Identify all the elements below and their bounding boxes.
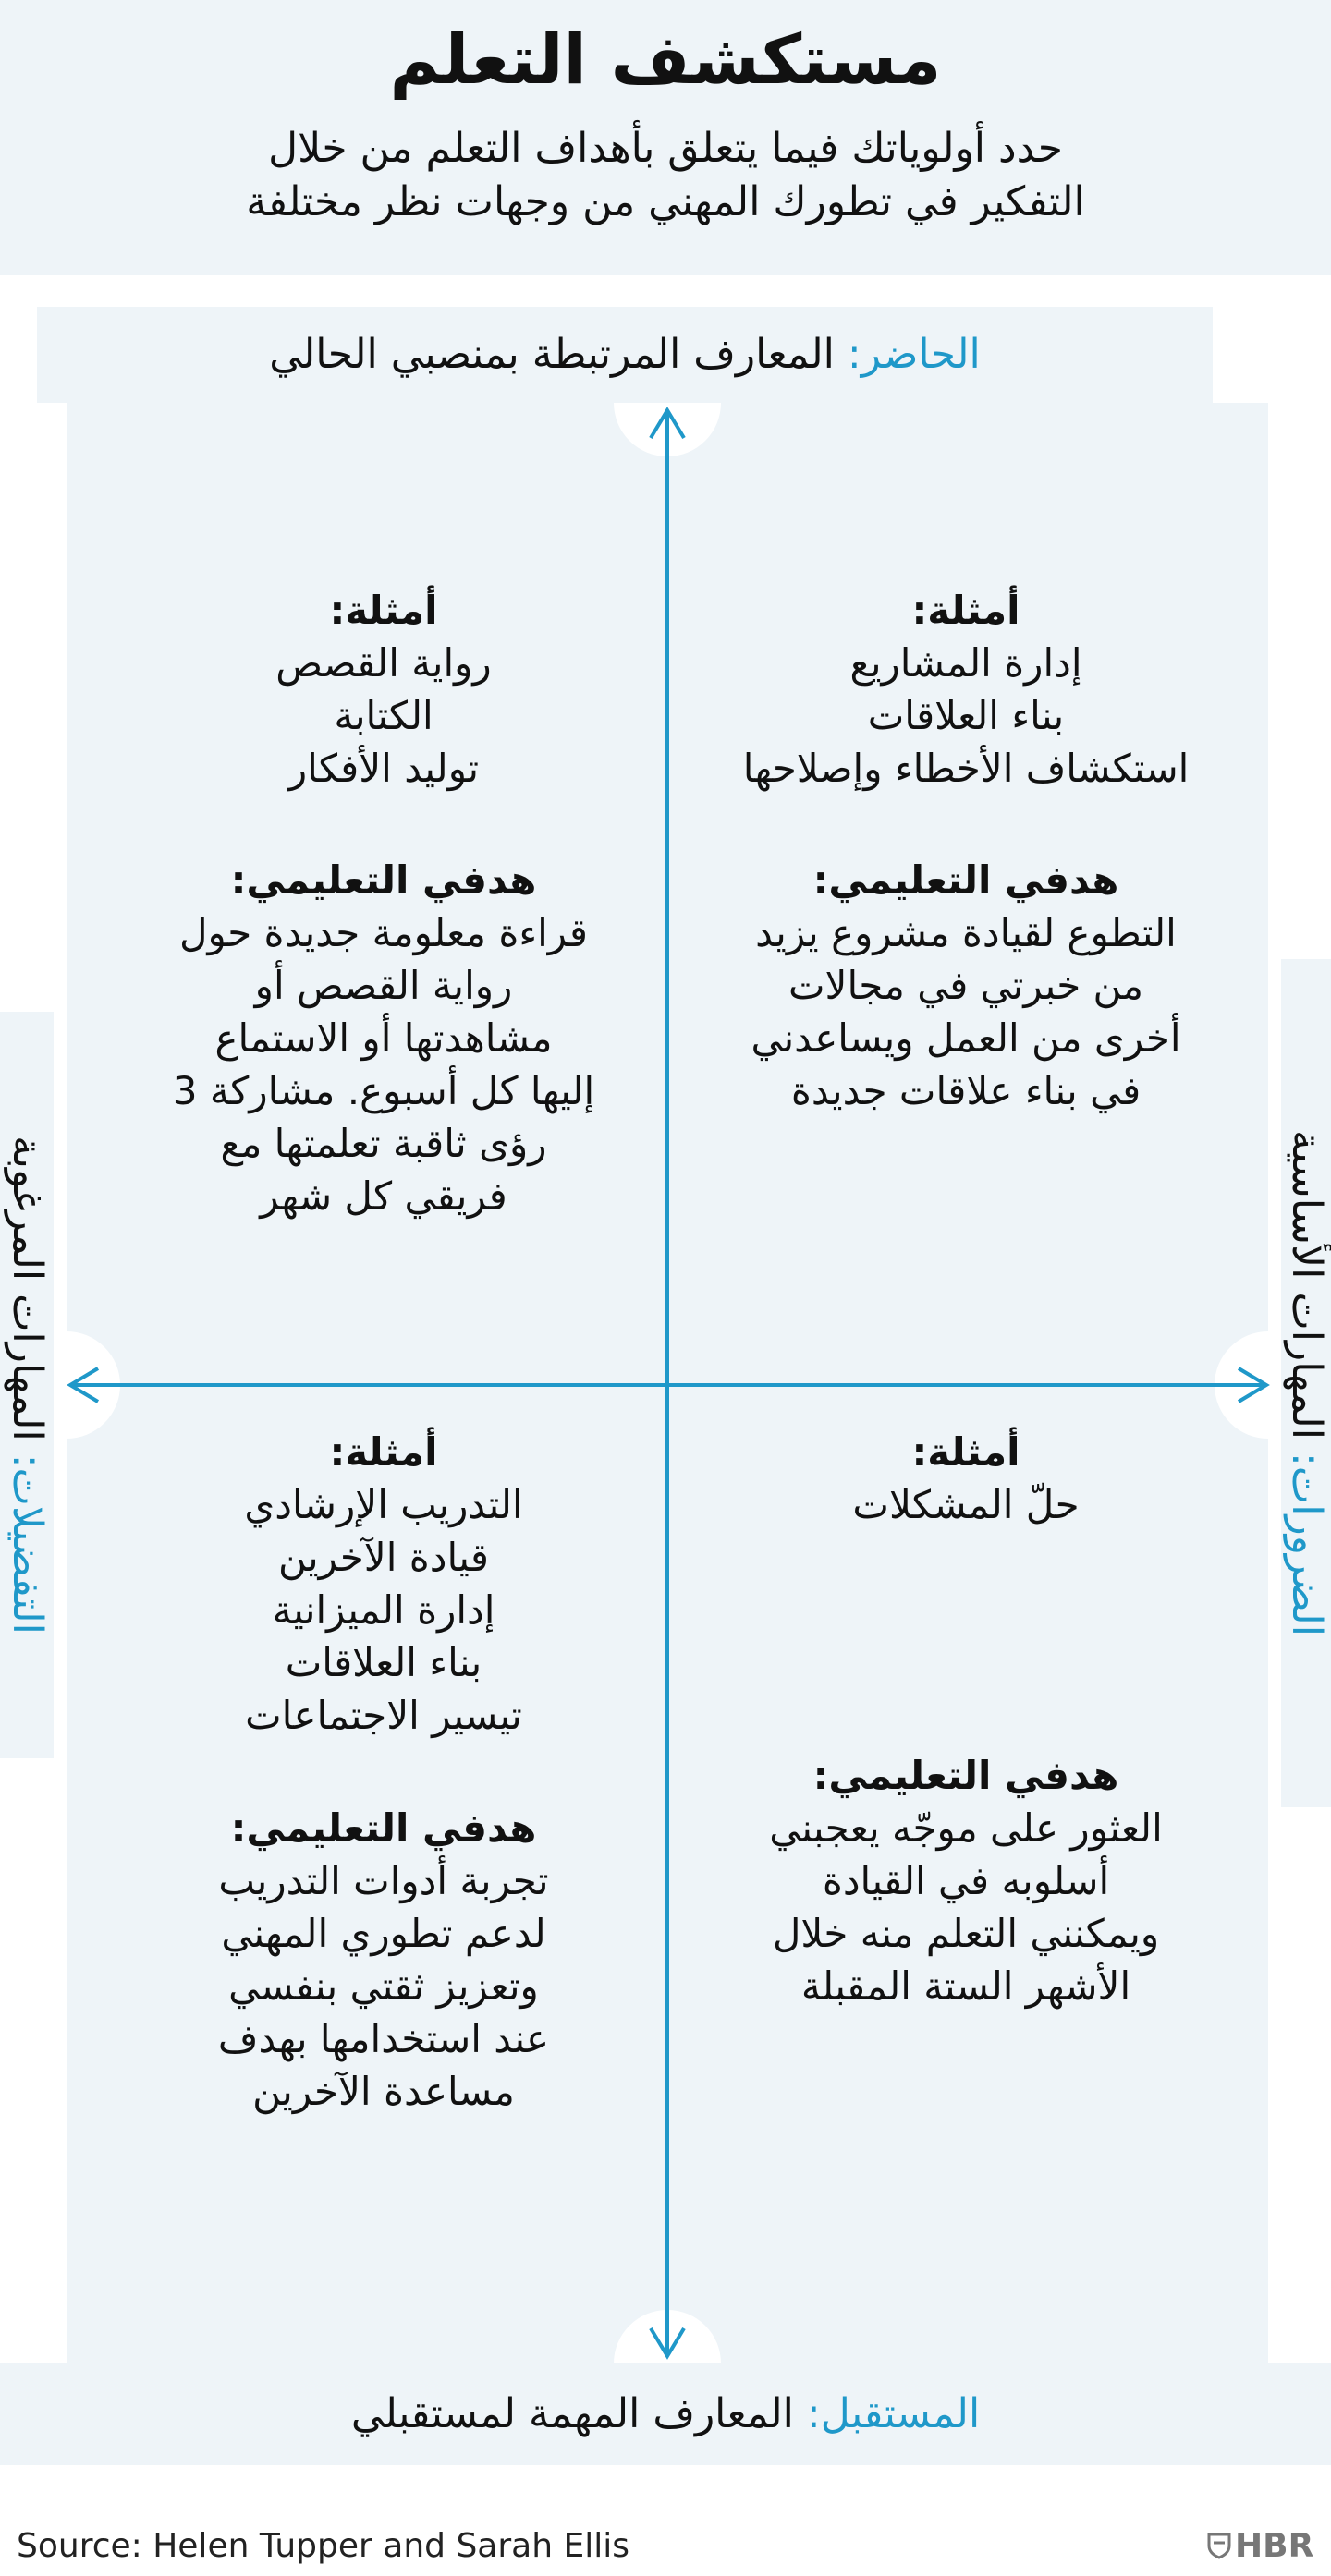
goal-line: مساعدة الآخرين [252, 2069, 515, 2114]
goal-line: التطوع لقيادة مشروع يزيد [755, 910, 1177, 955]
example-item: بناء العلاقات [867, 693, 1065, 738]
bottom-axis-label [0, 2363, 1331, 2465]
goal-heading: هدفي التعليمي: [812, 857, 1119, 903]
hbr-logo [1207, 2528, 1313, 2565]
goal-line: لدعم تطوري المهني [221, 1911, 546, 1956]
example-item: تيسير الاجتماعات [245, 1693, 522, 1738]
right-axis-label [1283, 1130, 1330, 1636]
goal-line: العثور على موجّه يعجبني [769, 1805, 1163, 1851]
bottom-axis-value: المعارف المهمة لمستقبلي [350, 2390, 794, 2437]
left-axis-label [4, 1136, 51, 1634]
goal-line: عند استخدامها بهدف [217, 2016, 550, 2061]
example-item: الكتابة [334, 693, 433, 738]
goal-line: تجربة أدوات التدريب [218, 1858, 549, 1903]
example-item: توليد الأفكار [287, 746, 480, 791]
shield-icon [1207, 2532, 1231, 2559]
examples-heading: أمثلة: [911, 1429, 1020, 1475]
example-item: بناء العلاقات [285, 1640, 482, 1685]
subtitle-line: حدد أولوياتك فيما يتعلق بأهداف التعلم من خلال [268, 125, 1063, 172]
goal-line: في بناء علاقات جديدة [790, 1068, 1142, 1113]
example-item: استكشاف الأخطاء وإصلاحها [742, 746, 1190, 791]
goal-line: إليها كل أسبوع. مشاركة 3 [172, 1068, 595, 1113]
quadrant-bottom-left [157, 1426, 610, 2118]
examples-heading: أمثلة: [329, 1429, 438, 1475]
bottom-axis-key: المستقبل: [806, 2390, 981, 2437]
quadrant-top-right [689, 584, 1243, 1117]
goal-heading: هدفي التعليمي: [230, 857, 537, 903]
goal-heading: هدفي التعليمي: [230, 1805, 537, 1851]
right-axis-key: الضرورات: [1283, 1452, 1330, 1636]
right-axis-value: المهارات الأساسية [1283, 1130, 1330, 1440]
goal-line: رواية القصص أو [254, 963, 513, 1008]
top-axis-key: الحاضر: [847, 331, 981, 378]
left-axis-value: المهارات المرغوبة [4, 1136, 51, 1441]
quadrant-bottom-right [689, 1426, 1243, 2012]
example-item: حلّ المشكلات [852, 1482, 1080, 1527]
quadrant-top-left [157, 584, 610, 1222]
example-item: قيادة الآخرين [277, 1535, 490, 1580]
left-axis-key: التفضيلات: [4, 1453, 51, 1634]
goal-line: قراءة معلومة جديدة حول [178, 910, 589, 955]
goal-line: أسلوبه في القيادة [822, 1858, 1110, 1903]
goal-line: ويمكنني التعلم منه خلال [772, 1911, 1160, 1956]
top-axis-label [37, 307, 1213, 403]
example-item: رواية القصص [275, 640, 492, 686]
source-credit: Source: Helen Tupper and Sarah Ellis [17, 2527, 629, 2565]
page-title: مستكشف التعلم [389, 20, 942, 100]
example-item: التدريب الإرشادي [244, 1482, 523, 1527]
goal-line: من خبرتي في مجالات [788, 963, 1143, 1008]
logo-text: HBR [1235, 2527, 1314, 2565]
goal-line: رؤى ثاقبة تعلمتها مع [220, 1121, 547, 1166]
goal-line: وتعزيز ثقتي بنفسي [228, 1963, 539, 2009]
goal-line: أخرى من العمل ويساعدني [751, 1015, 1181, 1061]
goal-line: الأشهر الستة المقبلة [800, 1963, 1131, 2009]
goal-heading: هدفي التعليمي: [812, 1753, 1119, 1798]
goal-line: فريقي كل شهر [260, 1173, 507, 1219]
examples-heading: أمثلة: [329, 588, 438, 633]
top-axis-value: المعارف المرتبطة بمنصبي الحالي [269, 331, 835, 378]
example-item: إدارة الميزانية [272, 1587, 495, 1633]
example-item: إدارة المشاريع [849, 640, 1082, 686]
subtitle-line: التفكير في تطورك المهني من وجهات نظر مختلفة [246, 178, 1085, 225]
goal-line: مشاهدتها أو الاستماع [214, 1015, 553, 1061]
examples-heading: أمثلة: [911, 588, 1020, 633]
